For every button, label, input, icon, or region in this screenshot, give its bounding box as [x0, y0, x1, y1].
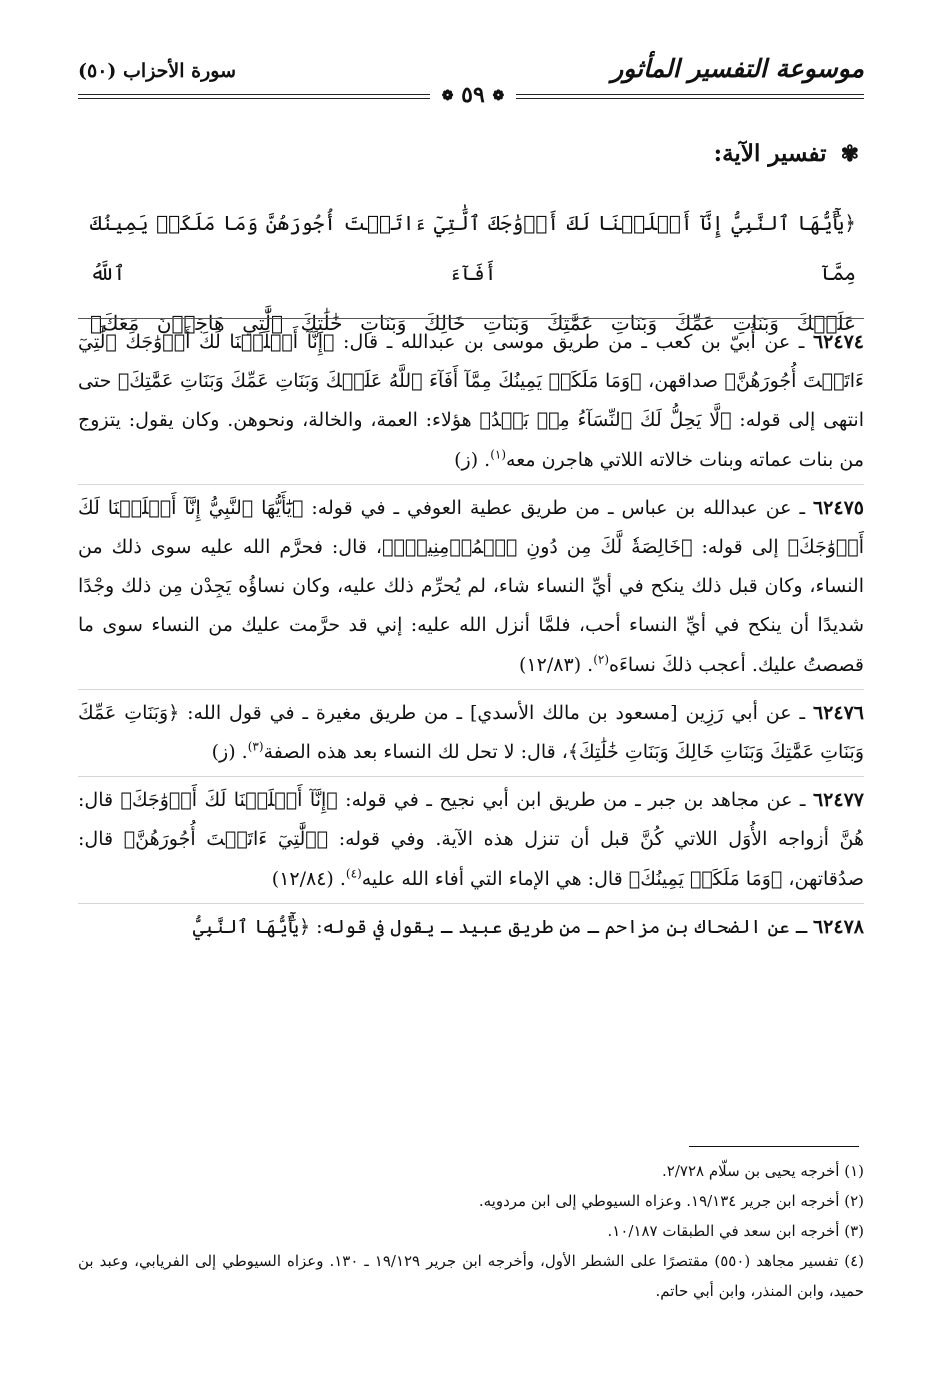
- footnote-ref[interactable]: (٣): [247, 739, 264, 754]
- footnote: (٣) أخرجه ابن سعد في الطبقات ١٠/١٨٧.: [607, 1222, 864, 1240]
- narration-source: . (١٢/٨٤): [271, 867, 346, 890]
- narration-entry: [78, 318, 864, 480]
- narration-number: ٦٢٤٧٦: [812, 701, 864, 724]
- flower-icon: ✾: [840, 141, 859, 167]
- narration-entry: [78, 484, 864, 685]
- book-title: موسوعة التفسير المأثور: [611, 54, 864, 83]
- verse-line-1: ﴿يَٰٓأَيُّهَا ٱلنَّبِيُّ إِنَّآ أَحۡلَلۡنَا لَكَ أَزۡوَٰجَكَ ٱلَّٰتِيٓ ءَاتَيۡتَ أُجُورَهُنَّ وَمَا مَلَكَتۡ يَمِينُكَ مِمَّآ أَفَآءَ ٱللَّهُ: [90, 211, 856, 285]
- narration-text: ـ عن أبي رَزِين [مسعود بن مالك الأسدي] ـ من طريق مغيرة ـ في قول الله: ﴿وَبَنَاتِ عَمِّكَ وَبَنَاتِ عَمَّٰتِكَ وَبَنَاتِ خَالِكَ وَبَنَاتِ خَٰلَٰتِكَ﴾، قال: لا تحل لك النساء بعد هذه الصفة: [78, 701, 864, 764]
- narration-text: ـ عن عبدالله بن عباس ـ من طريق عطية العوفي ـ في قوله: ﴿يَٰٓأَيُّهَا ٱلنَّبِيُّ إِنَّآ أَحۡلَلۡنَا لَكَ أَزۡوَٰجَكَ﴾ إلى قوله: ﴿خَالِصَةٗ لَّكَ مِن دُونِ ٱلۡمُؤۡمِنِينَۗ﴾، قال: فحرَّم الله عليه سوى ذلك من النساء، وكان قبل ذلك ينكح في أيِّ النساء شاء، لم يُحرِّم ذلك عليه، وكان نساؤُه يَجِدْن مِن ذلك وجْدًا شديدًا أن ينكح في أيِّ النساء أحب، فلمَّا أنزل الله عليه: إني قد حرَّمت عليك من النساء سوى ما قصصتُ عليك. أعجب ذلكَ نساءَه: [78, 496, 864, 676]
- footnote-ref[interactable]: (٤): [345, 866, 362, 881]
- footnote-ref[interactable]: (١): [490, 447, 507, 462]
- narration-source: . (ز): [211, 741, 248, 764]
- narration-entry: [78, 776, 864, 899]
- footnote: (٤) تفسير مجاهد (٥٥٠) مقتصرًا على الشطر الأول، وأخرجه ابن جرير ١٩/١٢٩ ـ ١٣٠. وعزاه السيوطي إلى الفريابي، وعبد بن حميد، وابن المنذر، وابن أبي حاتم.: [78, 1252, 864, 1300]
- running-header: [78, 48, 864, 128]
- ornament-icon: ❁: [441, 88, 454, 104]
- footnote: (٢) أخرجه ابن جرير ١٩/١٣٤. وعزاه السيوطي إلى ابن مردويه.: [478, 1192, 864, 1210]
- narration-text: ـ عن أُبيّ بن كعب ـ من طريق موسى بن عبدالله ـ قال: ﴿إِنَّآ أَحۡلَلۡنَا لَكَ أَزۡوَٰجَكَ ٱلَّٰتِيٓ ءَاتَيۡتَ أُجُورَهُنَّ﴾ صداقهن، ﴿وَمَا مَلَكَتۡ يَمِينُكَ مِمَّآ أَفَآءَ ٱللَّهُ عَلَيۡكَ وَبَنَاتِ عَمِّكَ وَبَنَاتِ عَمَّٰتِكَ﴾ حتى انتهى إلى قوله: ﴿لَّا يَحِلُّ لَكَ ٱلنِّسَآءُ مِنۢ بَعۡدُ﴾ هؤلاء: العمة، والخالة، ونحوهن. وكان يقول: يتزوج من بنات عماته وبنات خالاته اللاتي هاجرن معه: [78, 331, 864, 471]
- footnotes: [78, 1156, 864, 1306]
- narration-number: ٦٢٤٧٤: [812, 331, 864, 353]
- page-number: ٥٩: [461, 82, 485, 108]
- narrations: [78, 318, 864, 951]
- narration-text: ـ عن مجاهد بن جبر ـ من طريق ابن أبي نجيح ـ في قوله: ﴿إِنَّآ أَحۡلَلۡنَا لَكَ أَزۡوَٰجَكَ﴾ قال: هُنَّ أزواجه الأُوَل اللاتي كُنَّ قبل أن تنزل هذه الآية. وفي قوله: ﴿ٱلَّٰتِيٓ ءَاتَيۡتَ أُجُورَهُنَّ﴾ قال: صدُقاتهن، ﴿وَمَا مَلَكَتۡ يَمِينُكَ﴾ قال: هي الإماء التي أفاء الله عليه: [78, 789, 864, 890]
- footnote-ref[interactable]: (٢): [593, 652, 610, 667]
- narration-number: ٦٢٤٧٧: [812, 789, 864, 812]
- verse-line-2: عَلَيۡكَ وَبَنَاتِ عَمِّكَ وَبَنَاتِ عَمَّٰتِكَ وَبَنَاتِ خَالِكَ وَبَنَاتِ خَٰلَٰتِكَ ٱلَّٰتِي هَاجَرۡنَ مَعَكَ﴾: [90, 311, 856, 335]
- narration-number: ٦٢٤٧٥: [812, 496, 864, 519]
- narration-source: . (١٢/٨٣): [519, 653, 594, 676]
- narration-text: ـ عن الضحاك بن مزاحم ـ من طريق عبيد ـ يقول في قوله: ﴿يَٰٓأَيُّهَا ٱلنَّبِيُّ: [192, 915, 807, 938]
- narration-entry: [78, 903, 864, 947]
- surah-title: سورة الأحزاب (٥٠): [78, 60, 237, 82]
- page-number-box: [430, 82, 516, 108]
- ornament-icon: ❁: [492, 88, 505, 104]
- section-title: تفسير الآية:: [713, 140, 827, 167]
- footnote: (١) أخرجه يحيى بن سلّام ٢/٧٢٨.: [662, 1162, 864, 1180]
- narration-source: . (ز): [454, 448, 491, 471]
- section-heading: [714, 140, 859, 167]
- narration-number: ٦٢٤٧٨: [812, 915, 864, 938]
- quran-verse: [90, 198, 856, 335]
- footnote-divider: [689, 1146, 859, 1147]
- narration-entry: [78, 689, 864, 772]
